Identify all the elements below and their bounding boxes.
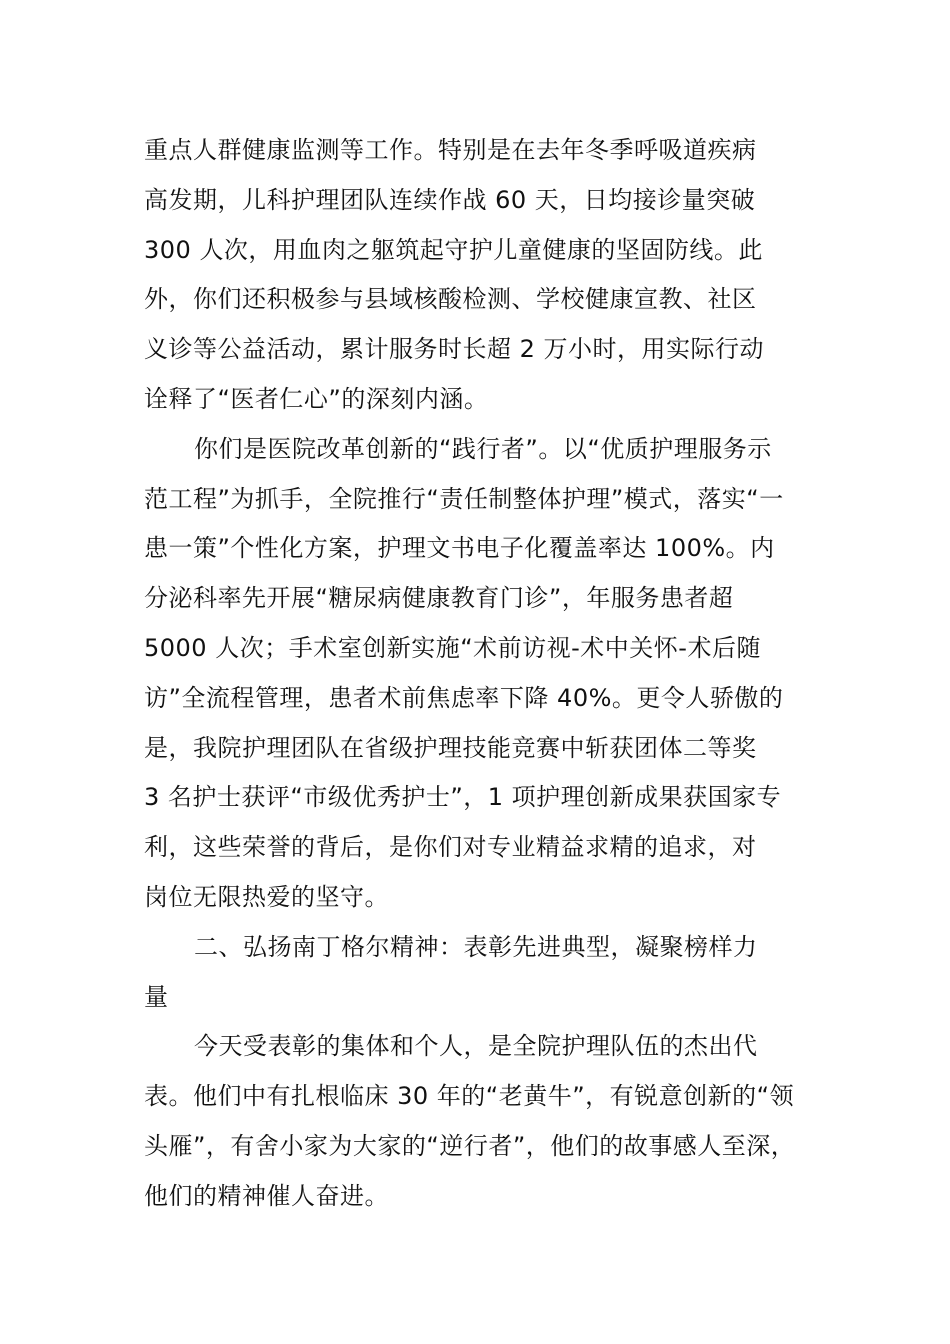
text-line: 300 人次，用血肉之躯筑起守护儿童健康的坚固防线。此 [144,235,763,264]
text-line: 高发期，儿科护理团队连续作战 60 天，日均接诊量突破 [144,185,756,214]
text-line: 外，你们还积极参与县域核酸检测、学校健康宣教、社区 [144,285,757,314]
text-line: 义诊等公益活动，累计服务时长超 2 万小时，用实际行动 [144,335,765,364]
body-text [144,126,808,1222]
text-line: 分泌科率先开展“糖尿病健康教育门诊”，年服务患者超 [144,584,734,613]
section-heading-continuation: 量 [144,982,169,1011]
text-line: 3 名护士获评“市级优秀护士”，1 项护理创新成果获国家专 [144,783,782,812]
text-line: 访”全流程管理，患者术前焦虑率下降 40%。更令人骄傲的 [144,683,784,712]
text-line: 5000 人次；手术室创新实施“术前访视-术中关怀-术后随 [144,633,761,662]
paragraph-start-line: 你们是医院改革创新的“践行者”。以“优质护理服务示 [194,434,772,463]
text-line: 重点人群健康监测等工作。特别是在去年冬季呼吸道疾病 [144,136,757,164]
text-line: 岗位无限热爱的坚守。 [144,882,389,911]
section-heading: 二、弘扬南丁格尔精神：表彰先进典型，凝聚榜样力 [194,932,758,961]
text-line: 范工程”为抓手，全院推行“责任制整体护理”模式，落实“一 [144,484,784,513]
text-line: 表。他们中有扎根临床 30 年的“老黄牛”，有锐意创新的“领 [144,1082,795,1111]
text-line: 利，这些荣誉的背后，是你们对专业精益求精的追求，对 [144,833,757,862]
text-line: 他们的精神催人奋进。 [144,1181,389,1210]
text-line: 诠释了“医者仁心”的深刻内涵。 [144,384,489,413]
text-line: 头雁”，有舍小家为大家的“逆行者”，他们的故事感人至深， [144,1131,796,1160]
paragraph-start-line: 今天受表彰的集体和个人，是全院护理队伍的杰出代 [194,1032,758,1061]
text-line: 患一策”个性化方案，护理文书电子化覆盖率达 100%。内 [144,534,775,563]
text-line: 是，我院护理团队在省级护理技能竞赛中斩获团体二等奖 [144,733,757,762]
